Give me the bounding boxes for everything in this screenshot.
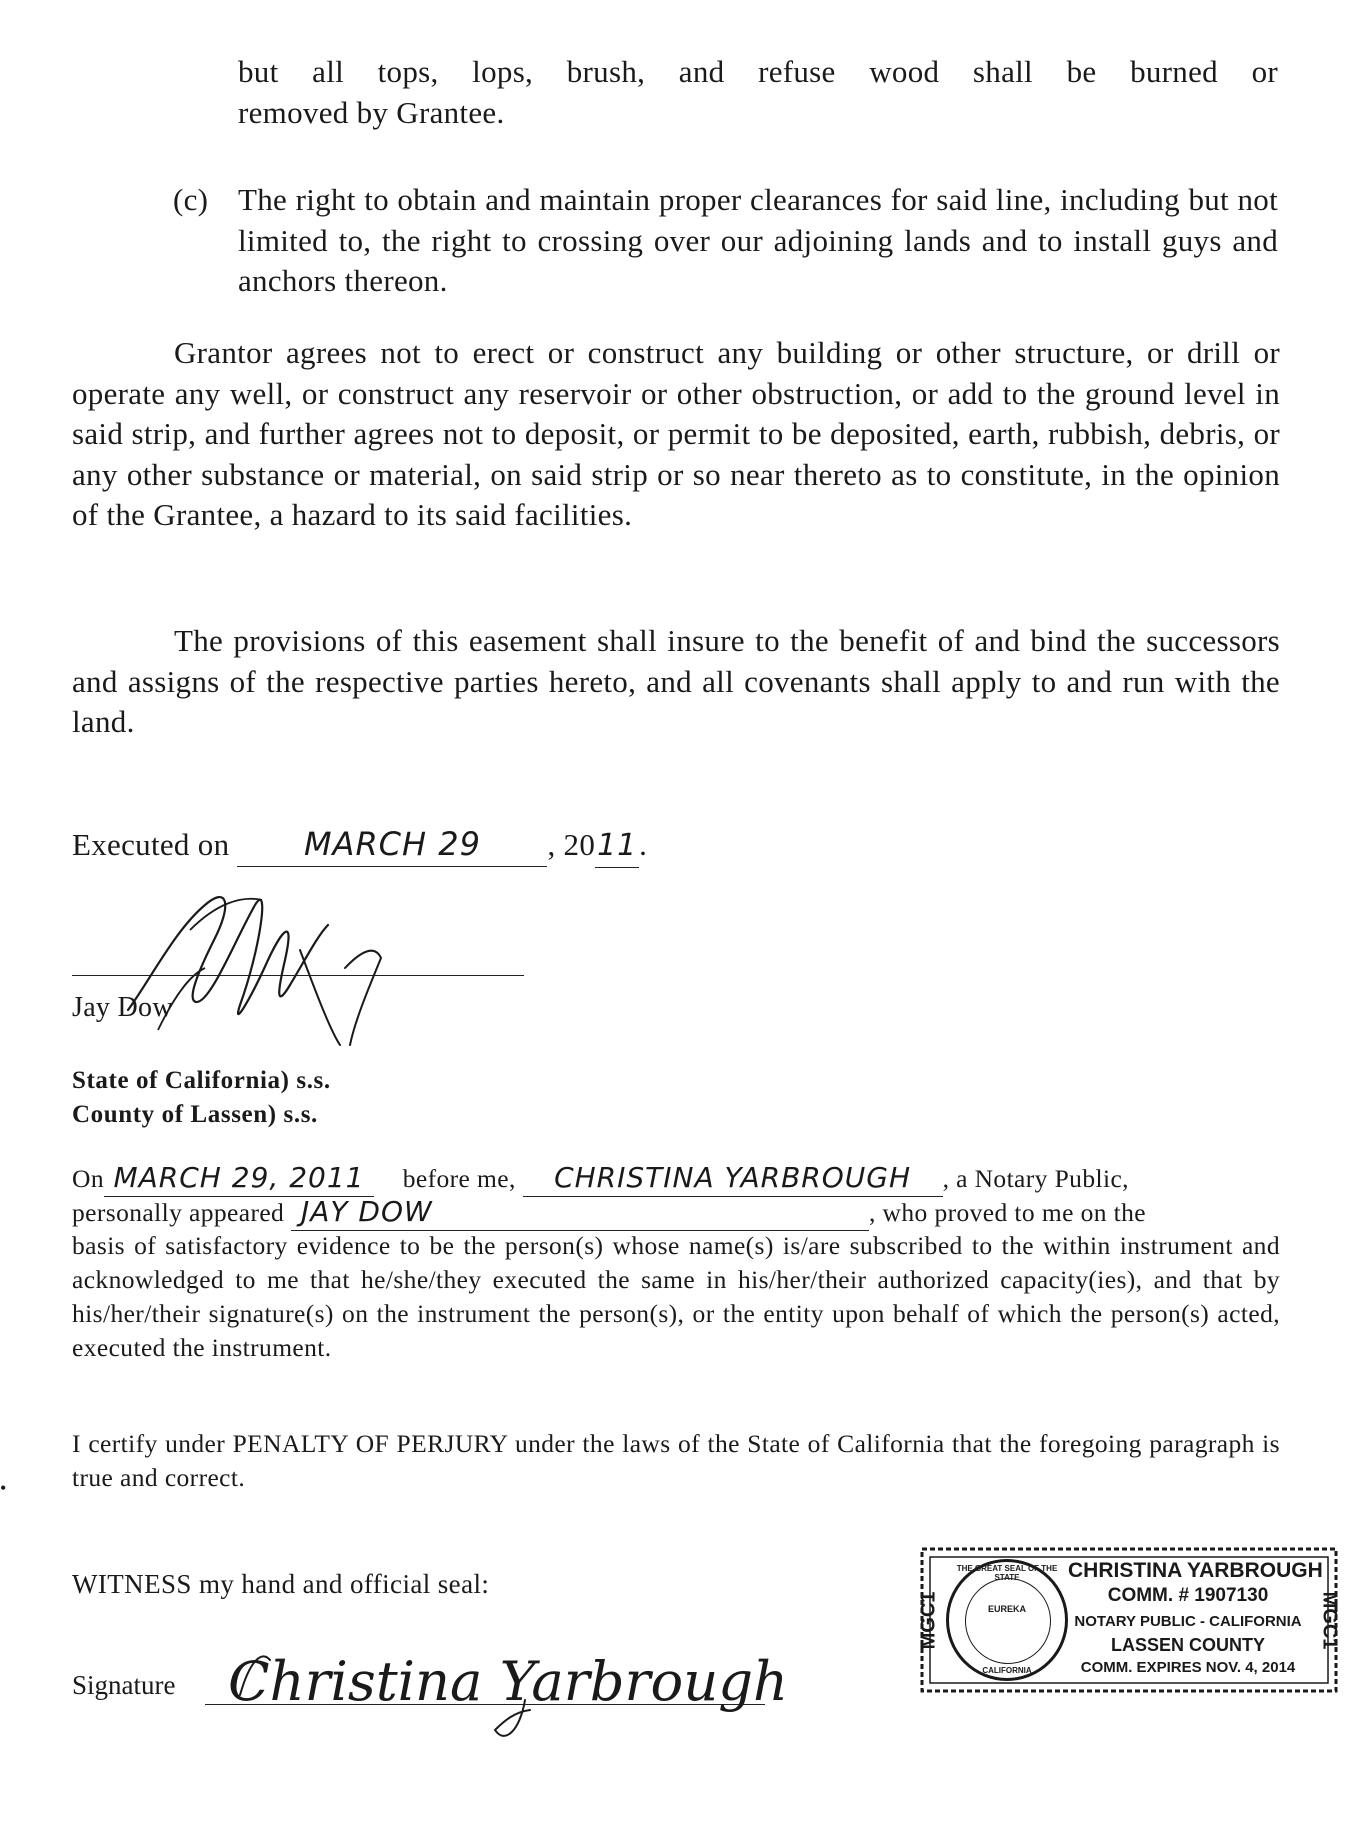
paragraph-b-line1: but all tops, lops, brush, and refuse wood shall be burned or <box>238 54 1278 89</box>
paragraph-c-text: The right to obtain and maintain proper clearances for said line, including but not limited to, the right to crossing over our adjoining lands and to install guys and anchors thereon. <box>238 182 1278 298</box>
margin-arrow-mark: • <box>0 1478 7 1498</box>
executed-line <box>72 824 972 868</box>
ack-on: On <box>72 1164 104 1193</box>
venue-state: State of California) s.s. <box>72 1067 331 1094</box>
grantor-name: Jay Dow <box>72 992 173 1023</box>
paragraph-b-continuation <box>238 52 1278 133</box>
grantor-signature-line <box>72 975 524 976</box>
ack-date-handwritten: MARCH 29, 2011 <box>113 1161 365 1194</box>
paragraph-c-marker: (c) <box>173 182 209 217</box>
stamp-seal-inner <box>965 1578 1051 1664</box>
executed-date-handwritten: MARCH 29 <box>303 825 481 863</box>
acknowledgment-line2 <box>72 1195 1280 1231</box>
ack-who-proved: , who proved to me on the <box>869 1198 1146 1227</box>
witness-line: WITNESS my hand and official seal: <box>72 1569 490 1599</box>
notary-stamp <box>918 1545 1340 1695</box>
svg-text:Christina Yarbrough: Christina Yarbrough <box>228 1650 788 1713</box>
stamp-title: NOTARY PUBLIC - CALIFORNIA <box>1074 1613 1302 1630</box>
perjury-certification: I certify under PENALTY OF PERJURY under the laws of the State of California that the foregoing paragraph is true and correct. <box>72 1429 1280 1492</box>
executed-year-prefix: , 20 <box>547 827 596 862</box>
stamp-county: LASSEN COUNTY <box>1110 1635 1265 1655</box>
ack-notary-public: , a Notary Public, <box>942 1164 1129 1193</box>
stamp-seal-bottom-text: CALIFORNIA <box>982 1666 1032 1675</box>
executed-suffix: . <box>639 827 648 862</box>
paragraph-b-line2: removed by Grantee. <box>238 94 505 130</box>
stamp-seal <box>946 1559 1068 1681</box>
ack-notary-handwritten: CHRISTINA YARBROUGH <box>554 1161 912 1194</box>
ack-person-handwritten: JAY DOW <box>301 1195 433 1228</box>
signature-label: Signature <box>72 1670 176 1700</box>
acknowledgment-line1 <box>72 1161 1280 1197</box>
paragraph-provisions: The provisions of this easement shall insure to the benefit of and bind the successors and assigns of the respective parties hereto, and all covenants shall apply to and run with the land. <box>72 623 1280 739</box>
stamp-comm-number: COMM. # 1907130 <box>1107 1585 1269 1606</box>
ack-personally-appeared: personally appeared <box>72 1198 285 1227</box>
paragraph-grantor: Grantor agrees not to erect or construct any building or other structure, or drill or operate any well, or construct any reservoir or other obstruction, or add to the ground level in said strip, and further agrees not to deposit, or permit to be deposited, earth, rubbish, debris, or any other substance or material, on said strip or so near thereto as to constitute, in the opinion of the Grantee, a hazard to its said facilities. <box>72 335 1280 532</box>
executed-label: Executed on <box>72 827 230 862</box>
stamp-expires: COMM. EXPIRES NOV. 4, 2014 <box>1080 1659 1296 1676</box>
stamp-side-right: MGC1 <box>1318 1591 1341 1650</box>
stamp-name: CHRISTINA YARBROUGH <box>1068 1559 1323 1582</box>
stamp-seal-top-text: THE GREAT SEAL OF THE STATE <box>956 1564 1058 1582</box>
venue-county: County of Lassen) s.s. <box>72 1101 318 1128</box>
notary-signature-line <box>205 1704 765 1705</box>
executed-year-handwritten: 11 <box>597 828 638 863</box>
stamp-seal-motto: EUREKA <box>987 1604 1026 1614</box>
acknowledgment-body: basis of satisfactory evidence to be the person(s) whose name(s) is/are subscribed to the within instrument and acknowledged to me that he/she/they executed the same in his/her/their authorized capacity(ies), and that by his/her/their signature(s) on the instrument the person(s), or the entity upon behalf of which the person(s) acted, executed the instrument. <box>72 1231 1280 1362</box>
stamp-side-left: MGC1 <box>917 1591 940 1650</box>
ack-before-me: before me, <box>402 1164 516 1193</box>
